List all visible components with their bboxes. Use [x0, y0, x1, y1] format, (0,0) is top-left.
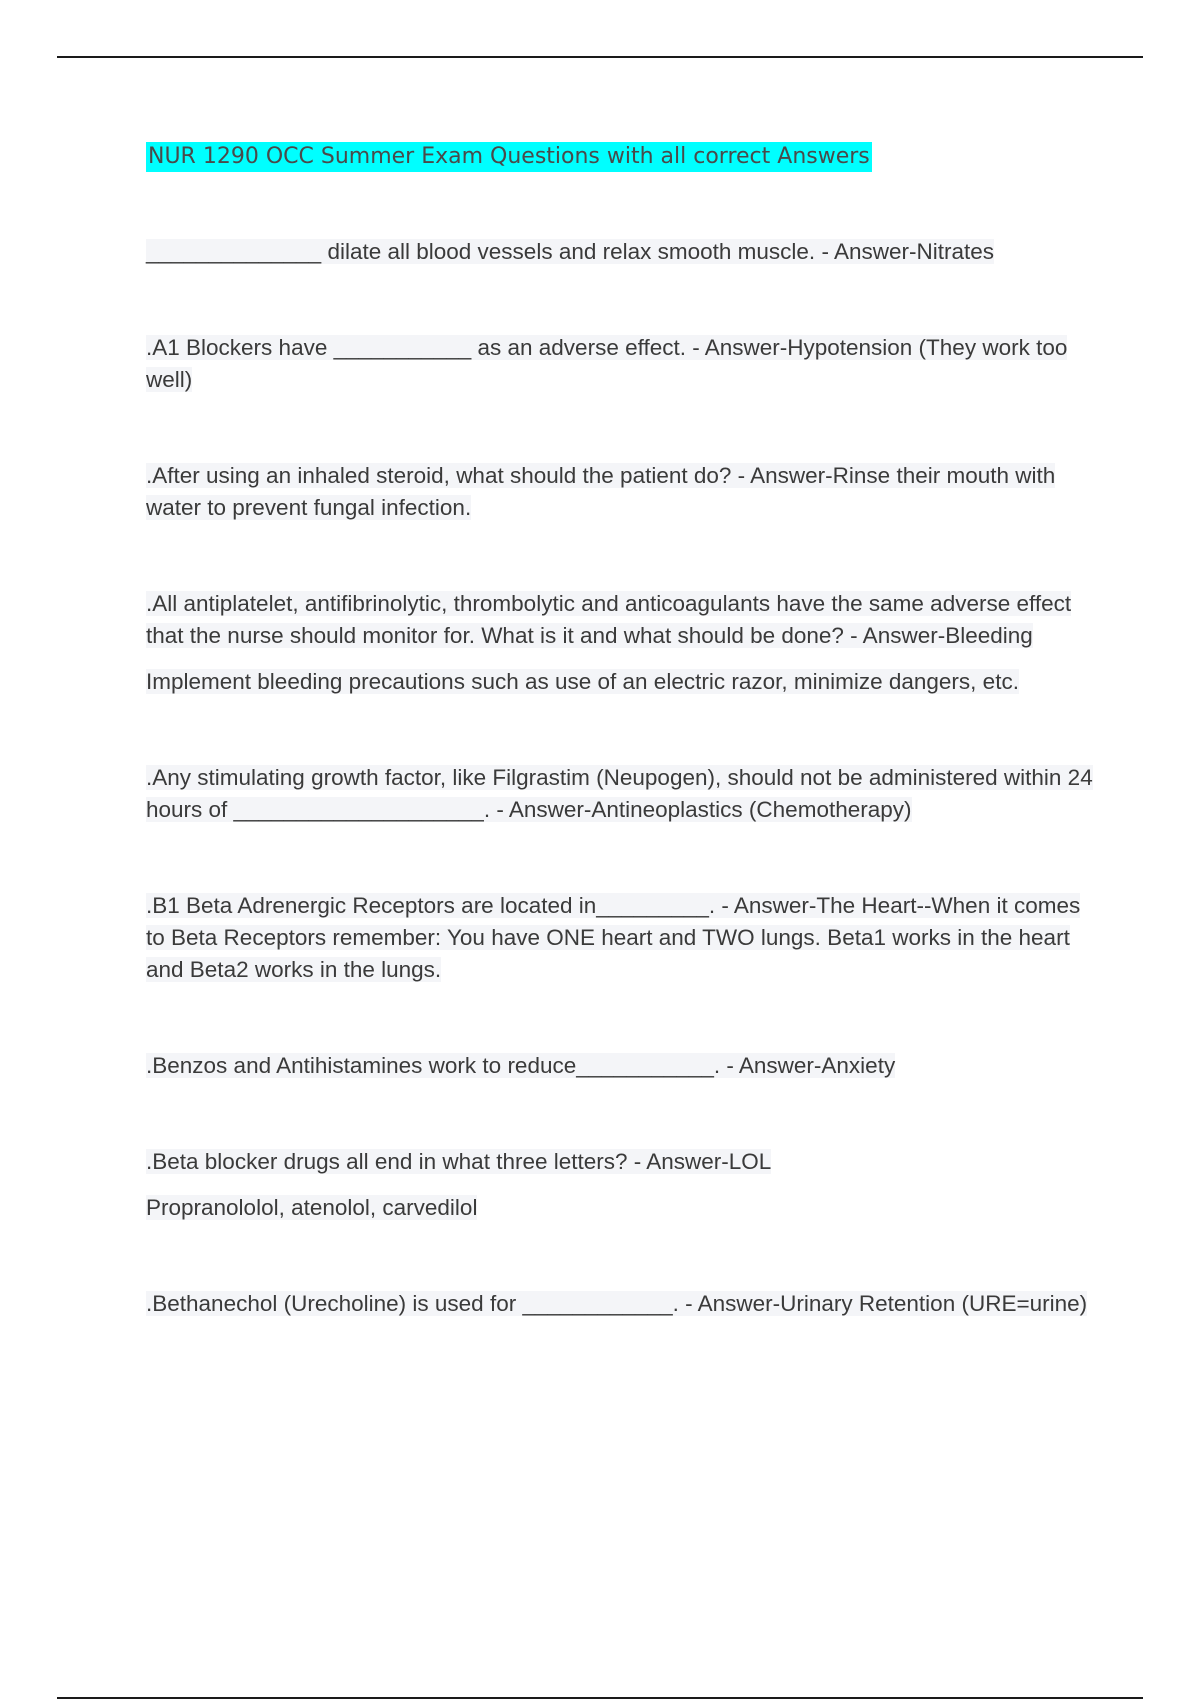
- qa-item-4: [146, 588, 1096, 698]
- header-rule: [57, 56, 1143, 58]
- qa-followup-text: Propranololol, atenolol, carvedilol: [146, 1195, 478, 1220]
- qa-item-1: [146, 236, 1096, 268]
- qa-item-5: [146, 762, 1096, 826]
- qa-text: .Bethanechol (Urecholine) is used for ____________. - Answer-Urinary Retention (URE=urine): [146, 1291, 1088, 1316]
- qa-text: .All antiplatelet, antifibrinolytic, thrombolytic and anticoagulants have the same adverse effect that the nurse should monitor for. What is it and what should be done? - Answer-Bleeding: [146, 591, 1072, 648]
- qa-item-9: [146, 1288, 1096, 1320]
- qa-followup: [146, 666, 1096, 698]
- qa-text: .After using an inhaled steroid, what should the patient do? - Answer-Rinse their mouth with water to prevent fungal infection.: [146, 463, 1056, 520]
- qa-text: .Any stimulating growth factor, like Filgrastim (Neupogen), should not be administered within 24 hours of ____________________. - Answer-Antineoplastics (Chemotherapy): [146, 765, 1093, 822]
- qa-item-2: [146, 332, 1096, 396]
- qa-item-7: [146, 1050, 1096, 1082]
- qa-text: .A1 Blockers have ___________ as an adverse effect. - Answer-Hypotension (They work too well): [146, 335, 1068, 392]
- qa-followup: [146, 1192, 1096, 1224]
- qa-item-3: [146, 460, 1096, 524]
- qa-followup-text: Implement bleeding precautions such as use of an electric razor, minimize dangers, etc.: [146, 669, 1019, 694]
- footer-rule: [57, 1697, 1143, 1699]
- qa-item-6: [146, 890, 1096, 986]
- document-title-row: [146, 142, 1096, 236]
- qa-text: .Benzos and Antihistamines work to reduce___________. - Answer-Anxiety: [146, 1053, 896, 1078]
- qa-text: .Beta blocker drugs all end in what three letters? - Answer-LOL: [146, 1149, 772, 1174]
- qa-text: .B1 Beta Adrenergic Receptors are located in_________. - Answer-The Heart--When it comes to Beta Receptors remember: You have ONE heart and TWO lungs. Beta1 works in the heart and Beta2 works in the lungs.: [146, 893, 1081, 982]
- document-title: NUR 1290 OCC Summer Exam Questions with all correct Answers: [146, 142, 872, 172]
- document-body: [146, 142, 1096, 1384]
- qa-item-8: [146, 1146, 1096, 1224]
- qa-text: ______________ dilate all blood vessels and relax smooth muscle. - Answer-Nitrates: [146, 239, 994, 264]
